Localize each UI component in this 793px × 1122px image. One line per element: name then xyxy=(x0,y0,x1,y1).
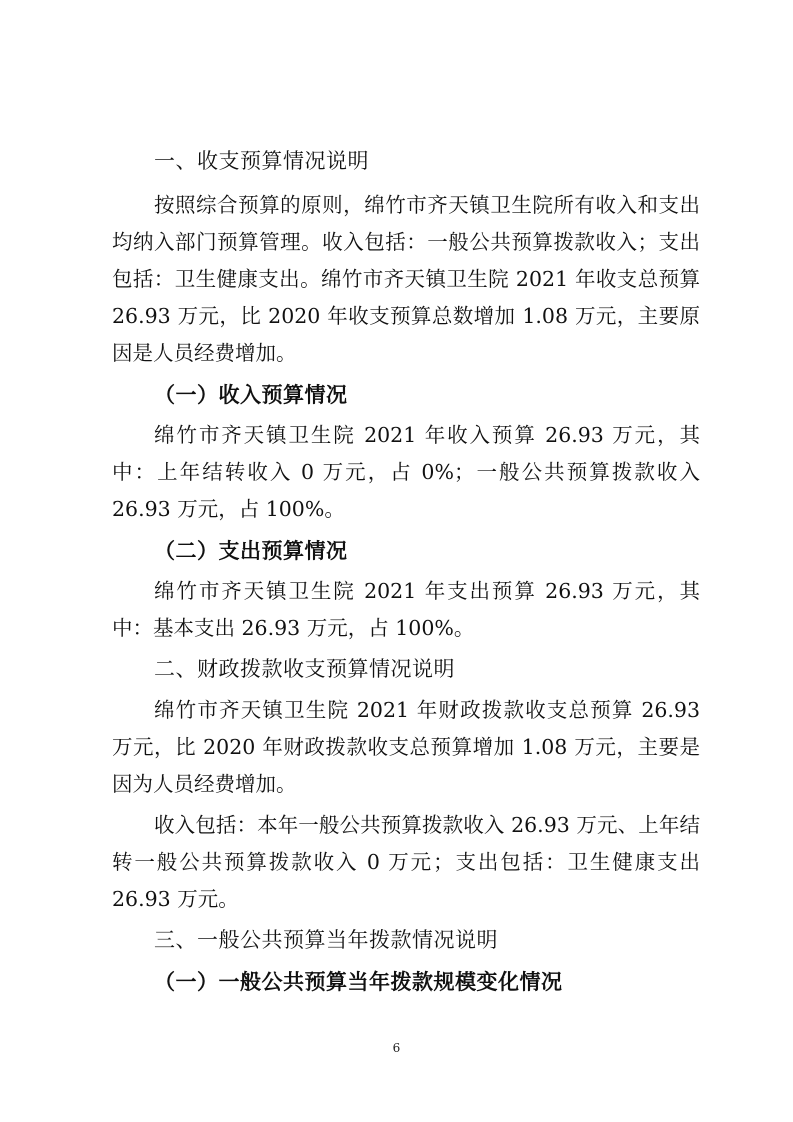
paragraph-income-budget: 绵竹市齐天镇卫生院 2021 年收入预算 26.93 万元，其中：上年结转收入 0 万元，占 0%；一般公共预算拨款收入 26.93 万元，占 100%。 xyxy=(112,423,700,521)
subheading-appropriation-scale-change: （一）一般公共预算当年拨款规模变化情况 xyxy=(154,969,563,994)
subheading-income-budget: （一）收入预算情况 xyxy=(154,382,348,407)
subheading-expenditure-budget: （二）支出预算情况 xyxy=(154,538,348,563)
section-heading-general-public-budget: 三、一般公共预算当年拨款情况说明 xyxy=(154,928,498,952)
section-heading-income-expenditure: 一、收支预算情况说明 xyxy=(154,149,369,173)
paragraph-fiscal-income-expenditure: 收入包括：本年一般公共预算拨款收入 26.93 万元、上年结转一般公共预算拨款收入 0 万元；支出包括：卫生健康支出 26.93 万元。 xyxy=(112,813,700,911)
paragraph-expenditure-budget: 绵竹市齐天镇卫生院 2021 年支出预算 26.93 万元，其中：基本支出 26.93 万元，占 100%。 xyxy=(112,579,700,640)
paragraph-overall-budget: 按照综合预算的原则，绵竹市齐天镇卫生院所有收入和支出均纳入部门预算管理。收入包括：一般公共预算拨款收入；支出包括：卫生健康支出。绵竹市齐天镇卫生院 2021 年收支总预算 26.93 万元，比 2020 年收支预算总数增加 1.08 万元，主要原因是人员经费增加。 xyxy=(112,193,700,365)
page-content xyxy=(112,143,700,1000)
section-heading-fiscal-appropriation: 二、财政拨款收支预算情况说明 xyxy=(154,657,455,681)
page-number: 6 xyxy=(392,1041,401,1055)
paragraph-fiscal-appropriation: 绵竹市齐天镇卫生院 2021 年财政拨款收支总预算 26.93 万元，比 2020 年财政拨款收支总预算增加 1.08 万元，主要是因为人员经费增加。 xyxy=(112,698,700,796)
